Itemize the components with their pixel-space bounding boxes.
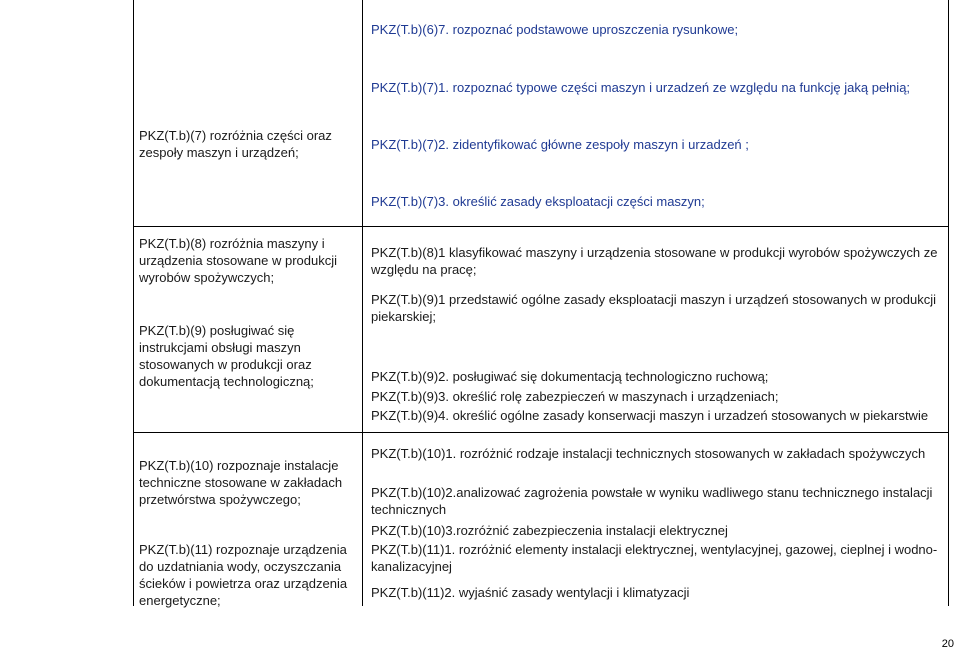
row-divider-1	[133, 226, 949, 227]
table-cell-outcome: PKZ(T.b)(10)1. rozróżnić rodzaje instalacji technicznych stosowanych w zakładach spożywczych	[371, 446, 926, 461]
page-number: 20	[941, 638, 954, 650]
table-left-border	[133, 0, 134, 606]
table-cell-outcome: PKZ(T.b)(10)2.analizować zagrożenia powstałe w wyniku wadliwego stanu technicznego instalacji technicznych	[371, 485, 933, 517]
table-cell-skill: PKZ(T.b)(10) rozpoznaje instalacje techniczne stosowane w zakładach przetwórstwa spożywczego;	[139, 458, 343, 507]
table-cell-outcome: PKZ(T.b)(9)1 przedstawić ogólne zasady eksploatacji maszyn i urządzeń stosowanych w produkcji piekarskiej;	[371, 292, 937, 324]
table-cell-outcome: PKZ(T.b)(7)3. określić zasady eksploatacji części maszyn;	[371, 194, 705, 209]
table-cell-outcome: PKZ(T.b)(10)3.rozróżnić zabezpieczenia instalacji elektrycznej	[371, 523, 728, 538]
table-cell-skill: PKZ(T.b)(11) rozpoznaje urządzenia do uzdatniania wody, oczyszczania ścieków i powietrza oraz urządzenia energetyczne;	[139, 542, 348, 608]
table-cell-outcome: PKZ(T.b)(6)7. rozpoznać podstawowe uproszczenia rysunkowe;	[371, 22, 739, 37]
table-cell-outcome: PKZ(T.b)(7)1. rozpoznać typowe części maszyn i urzadzeń ze względu na funkcję jaką pełnią;	[371, 80, 911, 95]
table-cell-outcome: PKZ(T.b)(11)1. rozróżnić elementy instalacji elektrycznej, wentylacyjnej, gazowej, cieplnej i wodno-kanalizacyjnej	[371, 542, 938, 574]
table-cell-outcome: PKZ(T.b)(7)2. zidentyfikować główne zespoły maszyn i urzadzeń ;	[371, 137, 749, 152]
column-divider	[362, 0, 363, 606]
table-cell-skill: PKZ(T.b)(7) rozróżnia części oraz zespoły maszyn i urządzeń;	[139, 128, 332, 160]
table-cell-outcome: PKZ(T.b)(11)2. wyjaśnić zasady wentylacji i klimatyzacji	[371, 585, 690, 600]
table-cell-skill: PKZ(T.b)(9) posługiwać się instrukcjami obsługi maszyn stosowanych w produkcji oraz dokumentacją technologiczną;	[139, 323, 314, 389]
table-right-border	[948, 0, 949, 606]
row-divider-2	[133, 432, 949, 433]
table-cell-outcome: PKZ(T.b)(8)1 klasyfikować maszyny i urządzenia stosowane w produkcji wyrobów spożywczych ze względu na pracę;	[371, 245, 938, 277]
table-cell-skill: PKZ(T.b)(8) rozróżnia maszyny i urządzenia stosowane w produkcji wyrobów spożywczych;	[139, 236, 337, 285]
table-cell-outcome: PKZ(T.b)(9)2. posługiwać się dokumentacją technologiczno ruchową;	[371, 369, 769, 384]
table-cell-outcome: PKZ(T.b)(9)3. określić rolę zabezpieczeń w maszynach i urządzeniach;	[371, 389, 779, 404]
table-cell-outcome: PKZ(T.b)(9)4. określić ogólne zasady konserwacji maszyn i urzadzeń stosowanych w piekarstwie	[371, 408, 929, 423]
